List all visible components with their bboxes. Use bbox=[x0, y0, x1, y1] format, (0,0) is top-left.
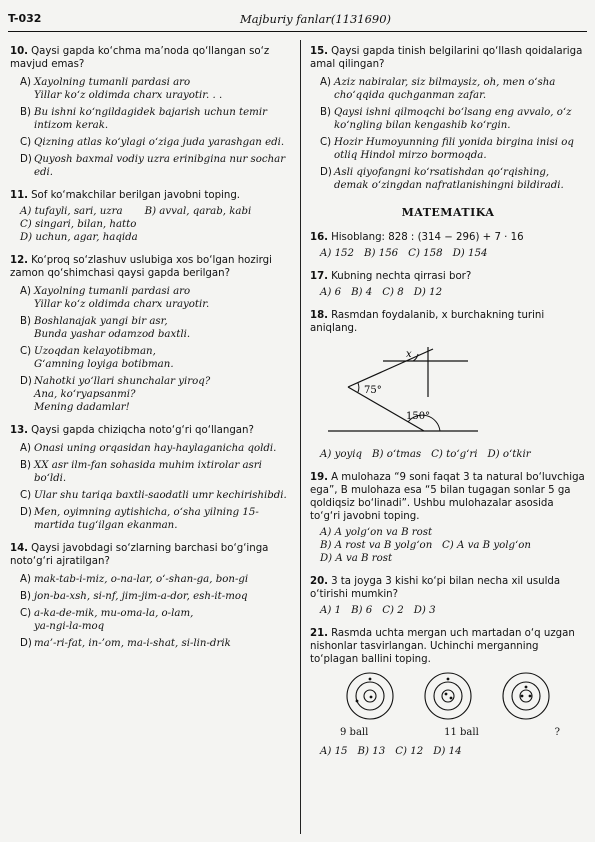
option-text: a-ka-de-mik, mu-oma-la, o-lam, ya-ngi-la-moq bbox=[34, 608, 194, 632]
question-stem-row bbox=[310, 45, 586, 71]
question-16 bbox=[310, 231, 586, 260]
option-text: mak-tab-i-miz, o-na-lar, o‘-shan-ga, bon-gi bbox=[34, 574, 249, 585]
question-number: 14. bbox=[10, 543, 29, 554]
question-21 bbox=[310, 627, 586, 758]
options bbox=[310, 448, 586, 461]
option-a[interactable]: A) yoyiq bbox=[320, 449, 362, 460]
option-a[interactable] bbox=[320, 76, 586, 102]
option-a[interactable] bbox=[20, 442, 292, 455]
options bbox=[10, 285, 292, 414]
option-letter: C) bbox=[20, 137, 32, 148]
question-stem-row bbox=[10, 542, 292, 568]
question-14 bbox=[10, 542, 292, 650]
option-text: Ular shu tariqa baxtli-saodatli umr kechirishibdi. bbox=[34, 490, 287, 501]
option-text: Aziz nabiralar, siz bilmaysiz, oh, men o‘sha cho‘qqida quchganman zafar. bbox=[334, 77, 556, 101]
question-number: 19. bbox=[310, 472, 329, 483]
subject-title: Majburiy fanlar(1131690) bbox=[240, 12, 392, 26]
question-10 bbox=[10, 45, 292, 179]
options bbox=[310, 286, 586, 299]
option-a[interactable] bbox=[20, 76, 292, 102]
option-b[interactable] bbox=[20, 590, 292, 603]
question-number: 12. bbox=[10, 255, 29, 266]
option-a[interactable]: A) A yolg‘on va B rost bbox=[320, 527, 433, 538]
option-d[interactable] bbox=[20, 153, 292, 179]
left-column bbox=[10, 45, 292, 660]
option-text: Men, oyimning aytishicha, o‘sha yilning 15-martida tug‘ilgan ekanman. bbox=[34, 507, 259, 531]
option-c[interactable]: C) 8 bbox=[382, 287, 404, 298]
question-number: 20. bbox=[310, 576, 329, 587]
question-stem: Hisoblang: 828 : (314 − 296) + 7 · 16 bbox=[331, 232, 524, 243]
option-letter: A) bbox=[20, 286, 31, 297]
option-letter: B) bbox=[20, 107, 31, 118]
option-b[interactable] bbox=[20, 459, 292, 485]
angle-arc-75 bbox=[358, 383, 359, 392]
option-d[interactable]: D) 14 bbox=[433, 746, 462, 757]
option-d[interactable]: D) 154 bbox=[452, 248, 488, 259]
option-a[interactable] bbox=[20, 573, 292, 586]
option-letter: D) bbox=[20, 376, 32, 387]
angle-label-75: 75° bbox=[364, 385, 382, 396]
options-line bbox=[20, 231, 292, 244]
option-text: Uzoqdan kelayotibman, G‘amning loyiga botibman. bbox=[34, 346, 174, 370]
question-stem: Rasmda uchta mergan uch martadan o‘q uzgan nishonlar tasvirlangan. Uchinchi merganning to‘plagan ballini toping. bbox=[310, 628, 575, 665]
option-text: XX asr ilm-fan sohasida muhim ixtirolar asri bo‘ldi. bbox=[34, 460, 262, 484]
question-number: 17. bbox=[310, 271, 329, 282]
option-text: Boshlanajak yangi bir asr, Bunda yashar odamzod baxtli. bbox=[34, 316, 191, 340]
option-text: Xayolning tumanli pardasi aro Yillar ko‘z oldimda charx urayotir. . . bbox=[34, 77, 223, 101]
options bbox=[310, 745, 586, 758]
option-letter: A) bbox=[320, 77, 331, 88]
option-text: Quyosh baxmal vodiy uzra erinibgina nur sochar edi. bbox=[34, 154, 286, 178]
question-13 bbox=[10, 424, 292, 532]
options bbox=[310, 76, 586, 192]
option-text: Qaysi ishni qilmoqchi bo‘lsang eng avvalo, o‘z ko‘ngling bilan kengashib ko‘rgin. bbox=[334, 107, 572, 131]
question-stem-row bbox=[10, 189, 292, 202]
angle-label-x: x bbox=[406, 349, 412, 360]
option-letter: A) bbox=[20, 77, 31, 88]
option-c[interactable]: C) 2 bbox=[382, 605, 404, 616]
option-item[interactable]: A) tufayli, sari, uzra bbox=[20, 206, 123, 217]
right-top-questions bbox=[310, 45, 586, 192]
option-d[interactable] bbox=[20, 506, 292, 532]
option-b[interactable]: B) A rost va B yolg‘on bbox=[320, 540, 433, 551]
target-label-3: ? bbox=[554, 727, 560, 738]
option-text: Hozir Humoyunning fili yonida birgina inisi oq otliq Hindol mirzo bormoqda. bbox=[334, 137, 574, 161]
option-d[interactable]: D) 12 bbox=[413, 287, 443, 298]
option-d[interactable] bbox=[320, 166, 586, 192]
question-17 bbox=[310, 270, 586, 299]
option-b[interactable]: B) 6 bbox=[351, 605, 373, 616]
question-stem: Qaysi gapda chiziqcha noto‘g‘ri qo‘llangan? bbox=[31, 425, 254, 436]
question-stem: Sof ko‘makchilar berilgan javobni toping. bbox=[31, 190, 241, 201]
option-b[interactable] bbox=[320, 106, 586, 132]
question-number: 10. bbox=[10, 46, 29, 57]
option-text: Qizning atlas ko‘ylagi o‘ziga juda yarashgan edi. bbox=[34, 137, 285, 148]
option-letter: C) bbox=[20, 608, 32, 619]
question-number: 18. bbox=[310, 310, 329, 321]
section-title: MATEMATIKA bbox=[401, 206, 495, 219]
option-c[interactable] bbox=[20, 607, 292, 633]
question-19 bbox=[310, 471, 586, 565]
options-line bbox=[20, 205, 292, 218]
question-stem: Ko‘proq so‘zlashuv uslubiga xos bo‘lgan hozirgi zamon qo‘shimchasi qaysi gapda berilgan? bbox=[10, 255, 272, 279]
option-c[interactable]: C) 12 bbox=[395, 746, 424, 757]
option-c[interactable] bbox=[20, 345, 292, 371]
page-header bbox=[8, 12, 587, 32]
option-d[interactable] bbox=[20, 375, 292, 414]
target-label-1: 9 ball bbox=[340, 727, 369, 738]
question-15 bbox=[310, 45, 586, 192]
option-letter: D) bbox=[20, 638, 32, 649]
option-d[interactable]: D) 3 bbox=[413, 605, 436, 616]
question-stem: Rasmdan foydalanib, x burchakning turini aniqlang. bbox=[310, 310, 545, 334]
option-a[interactable]: A) 152 bbox=[320, 248, 355, 259]
question-11 bbox=[10, 189, 292, 244]
option-c[interactable]: C) to‘g‘ri bbox=[431, 449, 478, 460]
option-a[interactable]: A) 6 bbox=[320, 287, 342, 298]
option-d[interactable]: D) o‘tkir bbox=[487, 449, 531, 460]
upper-line bbox=[348, 349, 433, 387]
question-stem-row bbox=[10, 254, 292, 280]
question-18 bbox=[310, 309, 586, 461]
option-c[interactable]: C) 158 bbox=[408, 248, 443, 259]
option-text: Xayolning tumanli pardasi aro Yillar ko‘z oldimda charx urayotir. bbox=[34, 286, 210, 310]
option-letter: A) bbox=[20, 574, 31, 585]
question-stem: Qaysi javobdagi so‘zlarning barchasi bo‘g‘inga noto‘g‘ri ajratilgan? bbox=[10, 543, 269, 567]
header-rule bbox=[8, 31, 587, 32]
target-1 bbox=[347, 673, 393, 719]
question-number: 13. bbox=[10, 425, 29, 436]
option-text: Bu ishni ko‘ngildagidek bajarish uchun temir intizom kerak. bbox=[34, 107, 267, 131]
option-a[interactable] bbox=[20, 285, 292, 311]
option-b[interactable]: B) o‘tmas bbox=[372, 449, 422, 460]
option-text: Asli qiyofangni ko‘rsatishdan qo‘rqishing, demak o‘zingdan nafratlanishingni bildiradi. bbox=[334, 167, 564, 191]
question-number: 11. bbox=[10, 190, 29, 201]
option-item[interactable]: D) uchun, agar, haqida bbox=[20, 232, 138, 243]
option-c[interactable]: C) A va B yolg‘on bbox=[441, 540, 531, 551]
option-letter: C) bbox=[20, 490, 32, 501]
column-divider bbox=[300, 40, 301, 834]
question-stem: Qaysi gapda ko‘chma ma’noda qo‘llangan so‘z mavjud emas? bbox=[10, 46, 270, 70]
question-stem-row bbox=[10, 424, 292, 437]
options bbox=[10, 205, 292, 244]
target-label-2: 11 ball bbox=[444, 727, 479, 738]
option-a[interactable]: A) 1 bbox=[320, 605, 342, 616]
options bbox=[10, 76, 292, 179]
option-letter: B) bbox=[320, 107, 331, 118]
option-letter: D) bbox=[20, 507, 32, 518]
option-b[interactable]: B) 4 bbox=[351, 287, 373, 298]
option-text: Onasi uning orqasidan hay-haylaganicha qoldi. bbox=[34, 443, 277, 454]
option-b[interactable] bbox=[20, 106, 292, 132]
option-d[interactable] bbox=[20, 637, 292, 650]
target-3 bbox=[503, 673, 549, 719]
option-item[interactable]: B) avval, qarab, kabi bbox=[144, 206, 252, 217]
question-stem: Kubning nechta qirrasi bor? bbox=[331, 271, 472, 282]
slanted-line bbox=[348, 387, 424, 431]
question-number: 21. bbox=[310, 628, 329, 639]
angle-figure bbox=[328, 339, 528, 439]
question-stem: 3 ta joyga 3 kishi ko‘pi bilan necha xil usulda o‘tirishi mumkin? bbox=[310, 576, 561, 600]
option-d[interactable]: D) A va B rost bbox=[320, 553, 393, 564]
question-stem: Qaysi gapda tinish belgilarini qo‘llash qoidalariga amal qilingan? bbox=[310, 46, 583, 70]
option-b[interactable] bbox=[20, 315, 292, 341]
targets-figure bbox=[330, 670, 570, 722]
options bbox=[310, 526, 586, 565]
option-letter: D) bbox=[320, 167, 332, 178]
question-20 bbox=[310, 575, 586, 617]
question-stem: A mulohaza “9 soni faqat 3 ta natural bo‘luvchiga ega”, B mulohaza esa “5 bilan tugagan sonlar 5 ga qoldiqsiz bo‘linadi”. Ushbu mulohazalar asosida to‘g‘ri javobni toping. bbox=[310, 472, 585, 522]
angle-label-150: 150° bbox=[406, 411, 431, 422]
question-12 bbox=[10, 254, 292, 414]
test-code: T-032 bbox=[8, 12, 42, 25]
option-letter: A) bbox=[20, 443, 31, 454]
option-letter: D) bbox=[20, 154, 32, 165]
options bbox=[10, 573, 292, 650]
option-letter: B) bbox=[20, 316, 31, 327]
option-c[interactable] bbox=[320, 136, 586, 162]
option-letter: B) bbox=[20, 460, 31, 471]
option-text: jon-ba-xsh, si-nf, jim-jim-a-dor, esh-it-moq bbox=[34, 591, 248, 602]
question-stem-row bbox=[10, 45, 292, 71]
option-b[interactable]: B) 13 bbox=[357, 746, 386, 757]
options bbox=[10, 442, 292, 532]
options-line bbox=[20, 218, 292, 231]
target-2 bbox=[425, 673, 471, 719]
option-c[interactable] bbox=[20, 489, 292, 502]
right-column bbox=[310, 45, 586, 768]
options bbox=[310, 604, 586, 617]
option-a[interactable]: A) 15 bbox=[320, 746, 348, 757]
target-labels bbox=[340, 726, 560, 739]
option-letter: C) bbox=[20, 346, 32, 357]
question-number: 15. bbox=[310, 46, 329, 57]
options bbox=[310, 247, 586, 260]
option-letter: C) bbox=[320, 137, 332, 148]
question-number: 16. bbox=[310, 232, 329, 243]
option-letter: B) bbox=[20, 591, 31, 602]
option-c[interactable] bbox=[20, 136, 292, 149]
option-b[interactable]: B) 156 bbox=[364, 248, 399, 259]
option-item[interactable]: C) singari, bilan, hatto bbox=[20, 219, 137, 230]
option-text: ma’-ri-fat, in-’om, ma-i-shat, si-lin-drik bbox=[34, 638, 231, 649]
option-text: Nahotki yo‘llari shunchalar yiroq? Ana, ko‘ryapsanmi? Mening dadamlar! bbox=[34, 376, 211, 413]
